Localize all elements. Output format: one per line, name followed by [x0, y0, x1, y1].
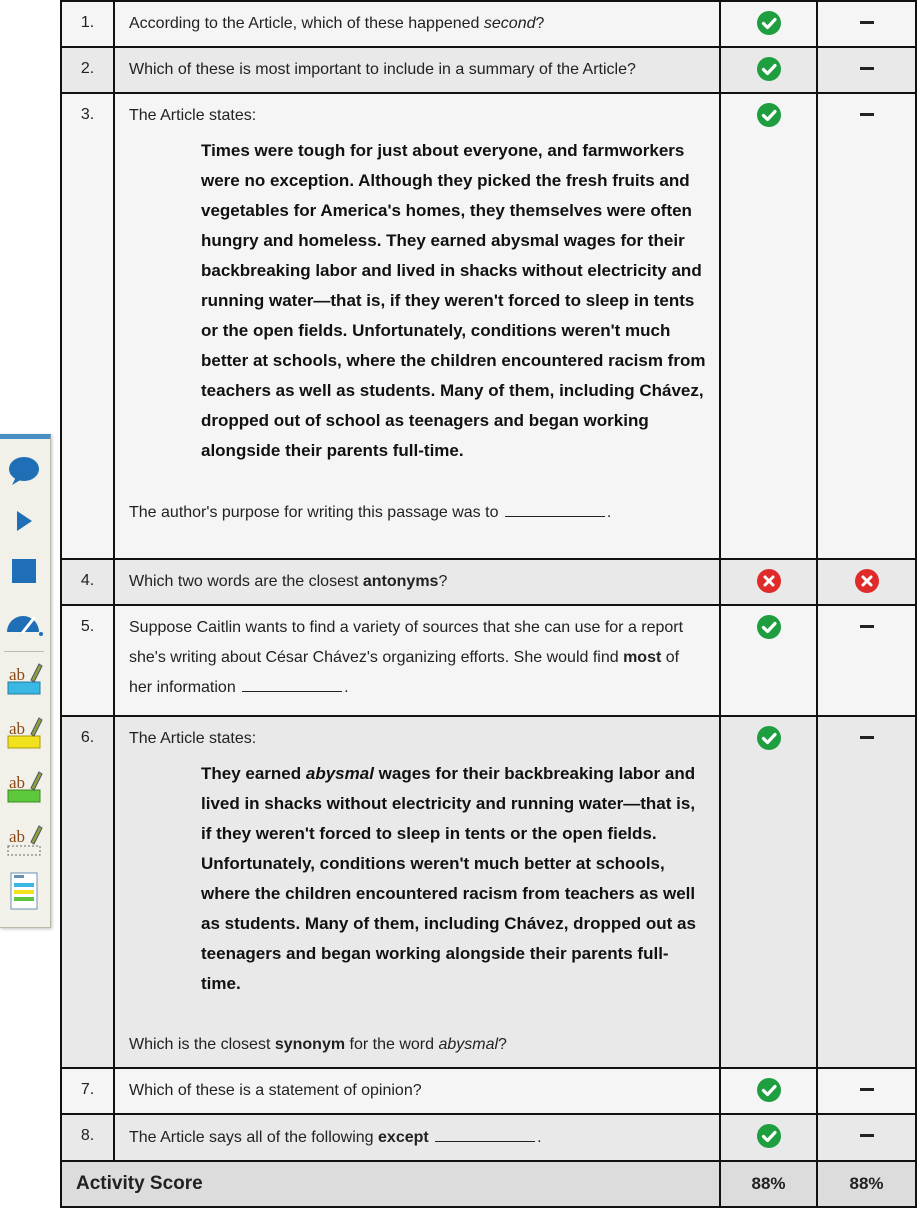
question-prompt: The author's purpose for writing this passage was to .: [129, 504, 612, 521]
correct-check-icon: [757, 1124, 781, 1148]
question-number: 5.: [61, 605, 114, 716]
speed-button[interactable]: [4, 605, 44, 645]
result-first-attempt: [720, 605, 817, 716]
question-text[interactable]: According to the Article, which of these happened second?: [114, 1, 720, 47]
dash-icon: [860, 736, 874, 739]
question-number: 7.: [61, 1068, 114, 1114]
dash-icon: [860, 1134, 874, 1137]
result-second-attempt: [817, 605, 916, 716]
stop-button[interactable]: [4, 553, 44, 593]
result-first-attempt: [720, 559, 817, 605]
result-second-attempt: [817, 716, 916, 1068]
highlight-yellow-icon: [5, 714, 43, 757]
highlight-clear-button[interactable]: [4, 823, 44, 863]
toolbar-divider: [4, 651, 44, 652]
table-row[interactable]: [61, 1114, 916, 1161]
question-text[interactable]: Suppose Caitlin wants to find a variety of sources that she can use for a report she's writing about César Chávez's organizing efforts. She would find most of her information .: [114, 605, 720, 716]
dash-icon: [860, 21, 874, 24]
results-table: [60, 0, 917, 1208]
table-row[interactable]: [61, 716, 916, 1068]
table-row[interactable]: [61, 93, 916, 559]
table-row[interactable]: [61, 559, 916, 605]
result-second-attempt: [817, 47, 916, 93]
question-text[interactable]: The Article says all of the following except .: [114, 1114, 720, 1161]
correct-check-icon: [757, 11, 781, 35]
result-first-attempt: [720, 716, 817, 1068]
question-number: 2.: [61, 47, 114, 93]
passage-intro: The Article states:: [129, 730, 257, 747]
question-text[interactable]: [114, 716, 720, 1068]
svg-text:ab: ab: [9, 664, 26, 684]
incorrect-x-icon: [855, 569, 879, 593]
dash-icon: [860, 1088, 874, 1091]
question-number: 4.: [61, 559, 114, 605]
table-row[interactable]: [61, 1068, 916, 1114]
play-icon: [14, 509, 34, 538]
correct-check-icon: [757, 103, 781, 127]
correct-check-icon: [757, 1078, 781, 1102]
question-number: 6.: [61, 716, 114, 1068]
speech-bubble-button[interactable]: [4, 453, 44, 493]
answer-blank: [242, 677, 342, 692]
result-second-attempt: [817, 93, 916, 559]
dash-icon: [860, 625, 874, 628]
svg-text:ab: ab: [9, 718, 26, 738]
highlight-green-button[interactable]: [4, 769, 44, 809]
question-number: 3.: [61, 93, 114, 559]
question-number: 8.: [61, 1114, 114, 1161]
dash-icon: [860, 67, 874, 70]
question-number: 1.: [61, 1, 114, 47]
activity-score-label: Activity Score: [61, 1161, 720, 1207]
highlight-clear-icon: [5, 822, 43, 865]
question-text[interactable]: Which of these is most important to include in a summary of the Article?: [114, 47, 720, 93]
result-first-attempt: [720, 93, 817, 559]
notes-button[interactable]: [4, 873, 44, 913]
result-first-attempt: [720, 1068, 817, 1114]
incorrect-x-icon: [757, 569, 781, 593]
article-passage: Times were tough for just about everyone, and farmworkers were no exception. Although they picked the fresh fruits and vegetables for America's homes, they themselves were often hungry and homeless. They earned abysmal wages for their backbreaking labor and lived in shacks without electricity and running water—that is, if they weren't forced to sleep in tents or the open fields. Unfortunately, conditions weren't much better at schools, where the children encountered racism from teachers as well as students. Many of them, including Chávez, dropped out of school as teenagers and began working alongside their parents full-time.: [201, 141, 706, 460]
highlight-blue-button[interactable]: [4, 661, 44, 701]
result-first-attempt: [720, 47, 817, 93]
question-text[interactable]: Which of these is a statement of opinion?: [114, 1068, 720, 1114]
correct-check-icon: [757, 726, 781, 750]
speed-gauge-icon: [4, 606, 44, 645]
result-second-attempt: [817, 559, 916, 605]
activity-score-first: 88%: [720, 1161, 817, 1207]
speech-bubble-icon: [7, 455, 41, 492]
question-text[interactable]: Which two words are the closest antonyms?: [114, 559, 720, 605]
activity-score-second: 88%: [817, 1161, 916, 1207]
result-first-attempt: [720, 1, 817, 47]
correct-check-icon: [757, 57, 781, 81]
answer-blank: [505, 502, 605, 517]
highlight-yellow-button[interactable]: [4, 715, 44, 755]
notes-icon: [9, 871, 39, 916]
table-row[interactable]: [61, 1, 916, 47]
table-row[interactable]: [61, 605, 916, 716]
result-second-attempt: [817, 1, 916, 47]
svg-text:ab: ab: [9, 772, 26, 792]
play-button[interactable]: [4, 503, 44, 543]
result-second-attempt: [817, 1114, 916, 1161]
passage-intro: The Article states:: [129, 107, 257, 124]
svg-text:ab: ab: [9, 826, 26, 846]
answer-blank: [435, 1127, 535, 1142]
result-second-attempt: [817, 1068, 916, 1114]
table-row[interactable]: [61, 47, 916, 93]
question-text[interactable]: [114, 93, 720, 559]
stop-icon: [11, 558, 37, 589]
question-prompt: Which is the closest synonym for the word abysmal?: [129, 1036, 507, 1053]
article-passage: They earned abysmal wages for their backbreaking labor and lived in shacks without electricity and running water—that is, if they weren't forced to sleep in tents or the open fields. Unfortunately, conditions weren't much better at schools, where the children encountered racism from teachers as well as students. Many of them, including Chávez, dropped out as teenagers and began working alongside their parents full-time.: [201, 764, 696, 993]
correct-check-icon: [757, 615, 781, 639]
reading-toolbar: [0, 434, 51, 928]
dash-icon: [860, 113, 874, 116]
highlight-blue-icon: [5, 660, 43, 703]
activity-score-row: [61, 1161, 916, 1207]
result-first-attempt: [720, 1114, 817, 1161]
highlight-green-icon: [5, 768, 43, 811]
